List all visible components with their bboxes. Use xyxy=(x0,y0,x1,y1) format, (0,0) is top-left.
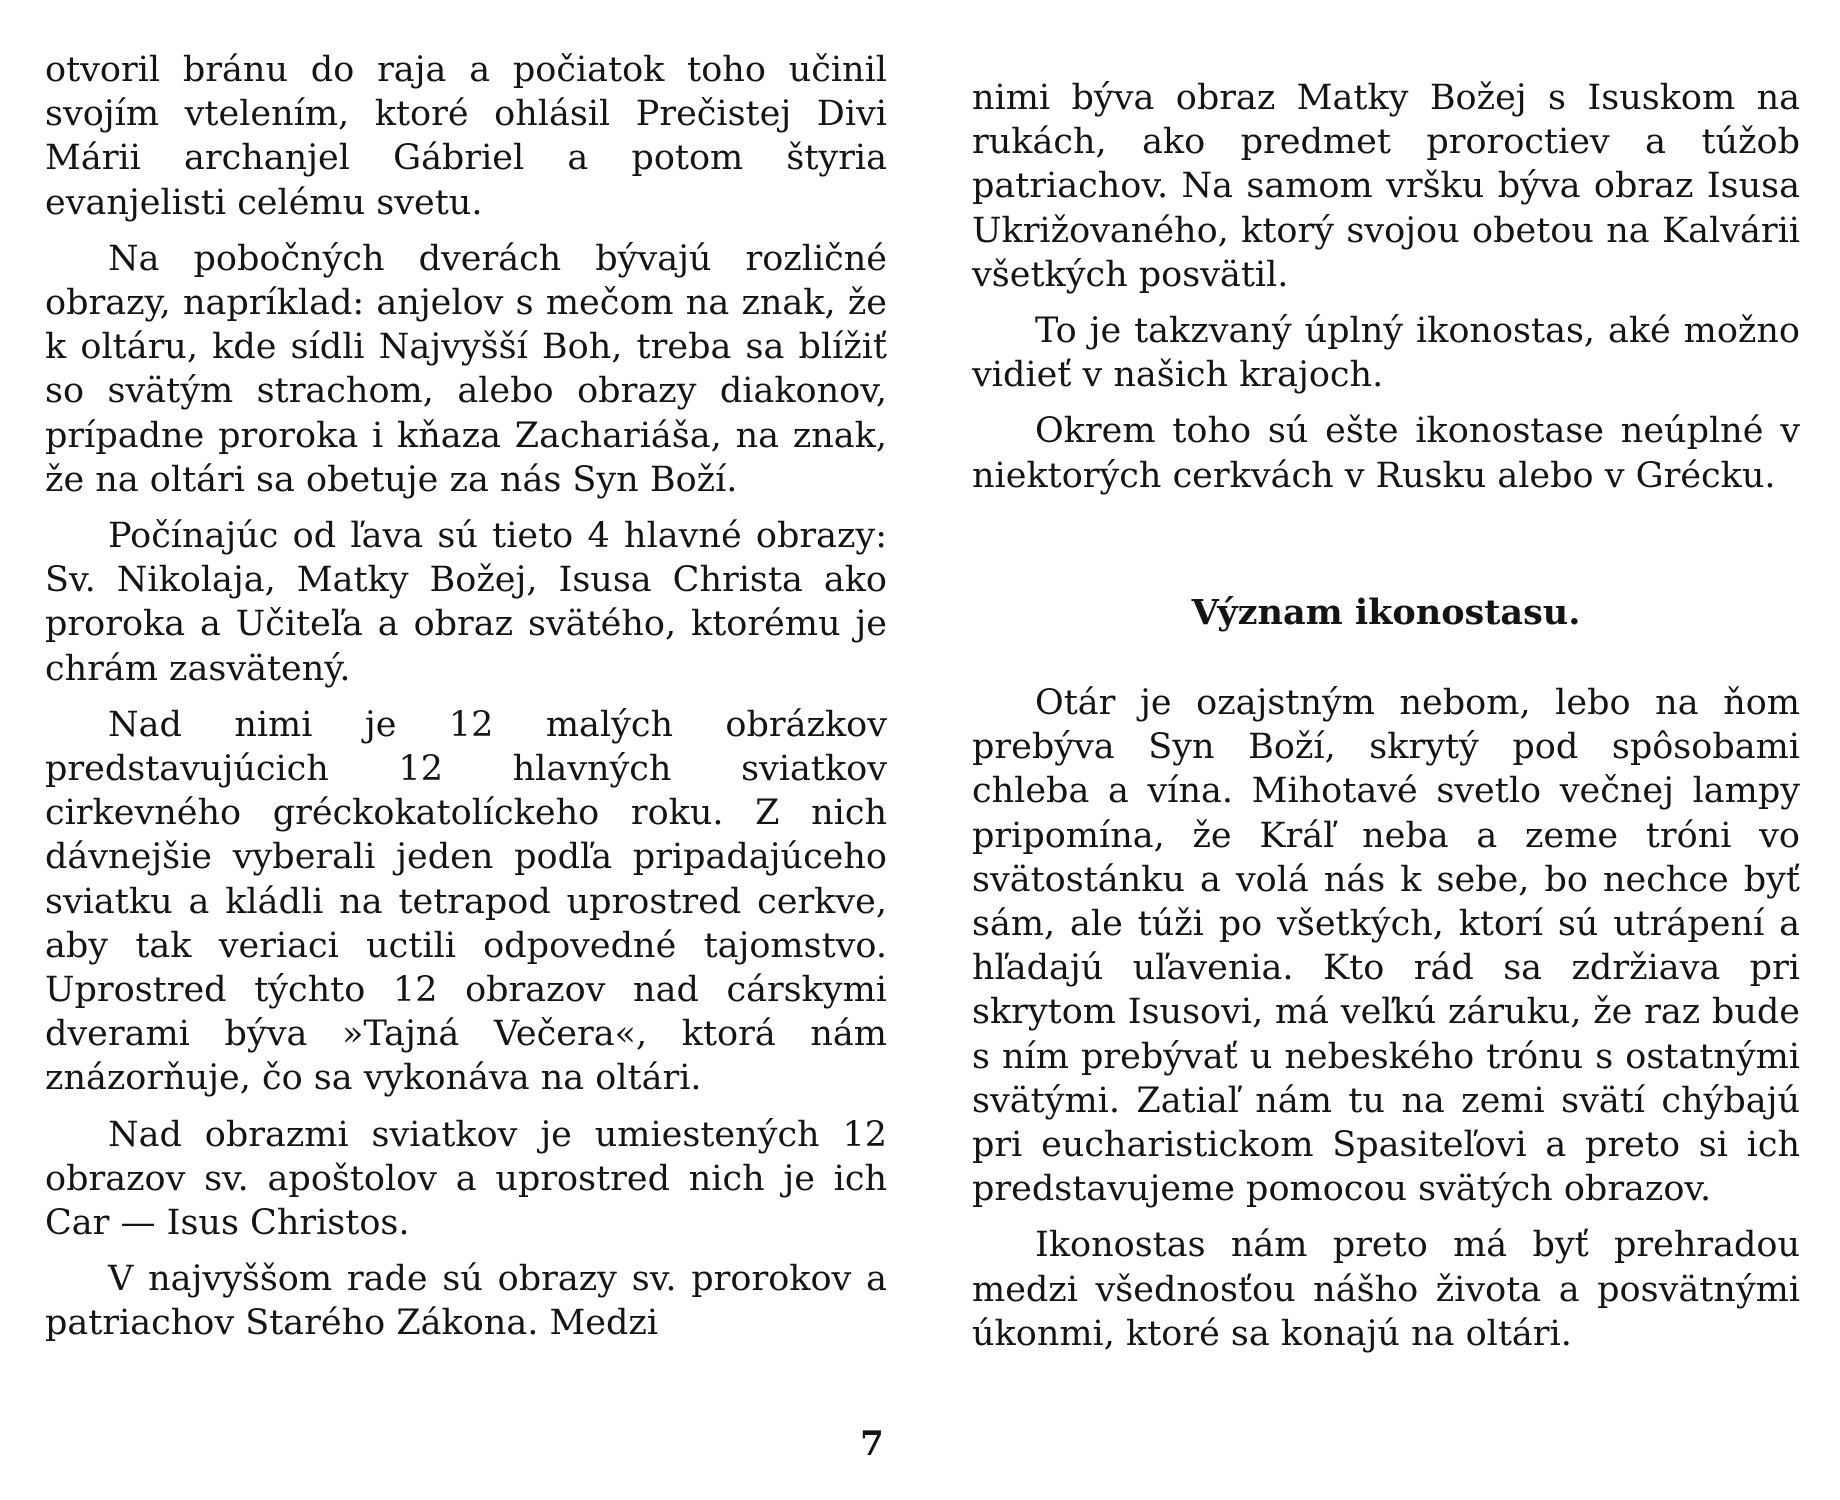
paragraph: Nad nimi je 12 malých obrázkov predstavujúcich 12 hlavných sviatkov cirkevného gréckokatolíckeho roku. Z nich dávnejšie vyberali jeden podľa pripadajúceho sviatku a kládli na tetrapod uprostred cerkve, aby tak veriaci uctili odpovedné tajomstvo. Uprostred týchto 12 obrazov nad cárskymi dverami býva »Tajná Večera«, ktorá nám znázorňuje, čo sa vykonáva na oltári. xyxy=(45,704,887,1099)
right-column-section xyxy=(972,681,1800,1368)
paragraph: Okrem toho sú ešte ikonostase neúplné v niektorých cerkvách v Rusku alebo v Grécku. xyxy=(972,411,1800,496)
paragraph: Nad obrazmi sviatkov je umiestených 12 obrazov sv. apoštolov a uprostred nich je ich Car — Isus Christos. xyxy=(45,1114,887,1244)
left-column xyxy=(45,48,887,1358)
paragraph: otvoril bránu do raja a počiatok toho učinil svojím vtelením, ktoré ohlásil Prečistej Divi Márii archanjel Gábriel a potom štyria evanjelisti celému svetu. xyxy=(45,50,887,223)
section-heading: Význam ikonostasu. xyxy=(1191,592,1581,633)
paragraph: Otár je ozajstným nebom, lebo na ňom prebýva Syn Boží, skrytý pod spôsobami chleba a vína. Mihotavé svetlo večnej lampy pripomína, že Kráľ neba a zeme tróni vo svätostánku a volá nás k sebe, bo nechce byť sám, ale túži po všetkých, ktorí sú utrápení a hľadajú uľavenia. Kto rád sa zdržiava pri skrytom Isusovi, má veľkú záruku, že raz bude s ním prebývať u nebeského trónu s ostatnými svätými. Zatiaľ nám tu na zemi svätí chýbajú pri eucharistickom Spasiteľovi a preto si ich predstavujeme pomocou svätých obrazov. xyxy=(972,683,1800,1210)
page-number: 7 xyxy=(860,1424,884,1464)
paragraph: Ikonostas nám preto má byť prehradou medzi všednosťou nášho života a posvätnými úkonmi, ktoré sa konajú na oltári. xyxy=(972,1225,1800,1354)
paragraph: V najvyššom rade sú obrazy sv. prorokov a patriachov Starého Zákona. Medzi xyxy=(45,1259,887,1344)
paragraph: Na pobočných dverách bývajú rozličné obrazy, napríklad: anjelov s mečom na znak, že k oltáru, kde sídli Najvyšší Boh, treba sa blížiť so svätým strachom, alebo obrazy diakonov, prípadne proroka i kňaza Zachariáša, na znak, že na oltári sa obetuje za nás Syn Boží. xyxy=(45,238,887,500)
right-column xyxy=(972,76,1800,510)
paragraph: Počínajúc od ľava sú tieto 4 hlavné obrazy: Sv. Nikolaja, Matky Božej, Isusa Christa ako proroka a Učiteľa a obraz svätého, ktorému je chrám zasvätený. xyxy=(45,516,887,689)
paragraph: nimi býva obraz Matky Božej s Isuskom na rukách, ako predmet proroctiev a túžob patriachov. Na samom vršku býva obraz Isusa Ukrižovaného, ktorý svojou obetou na Kalvárii všetkých posvätil. xyxy=(972,78,1800,295)
paragraph: To je takzvaný úplný ikonostas, aké možno vidieť v našich krajoch. xyxy=(972,311,1800,396)
